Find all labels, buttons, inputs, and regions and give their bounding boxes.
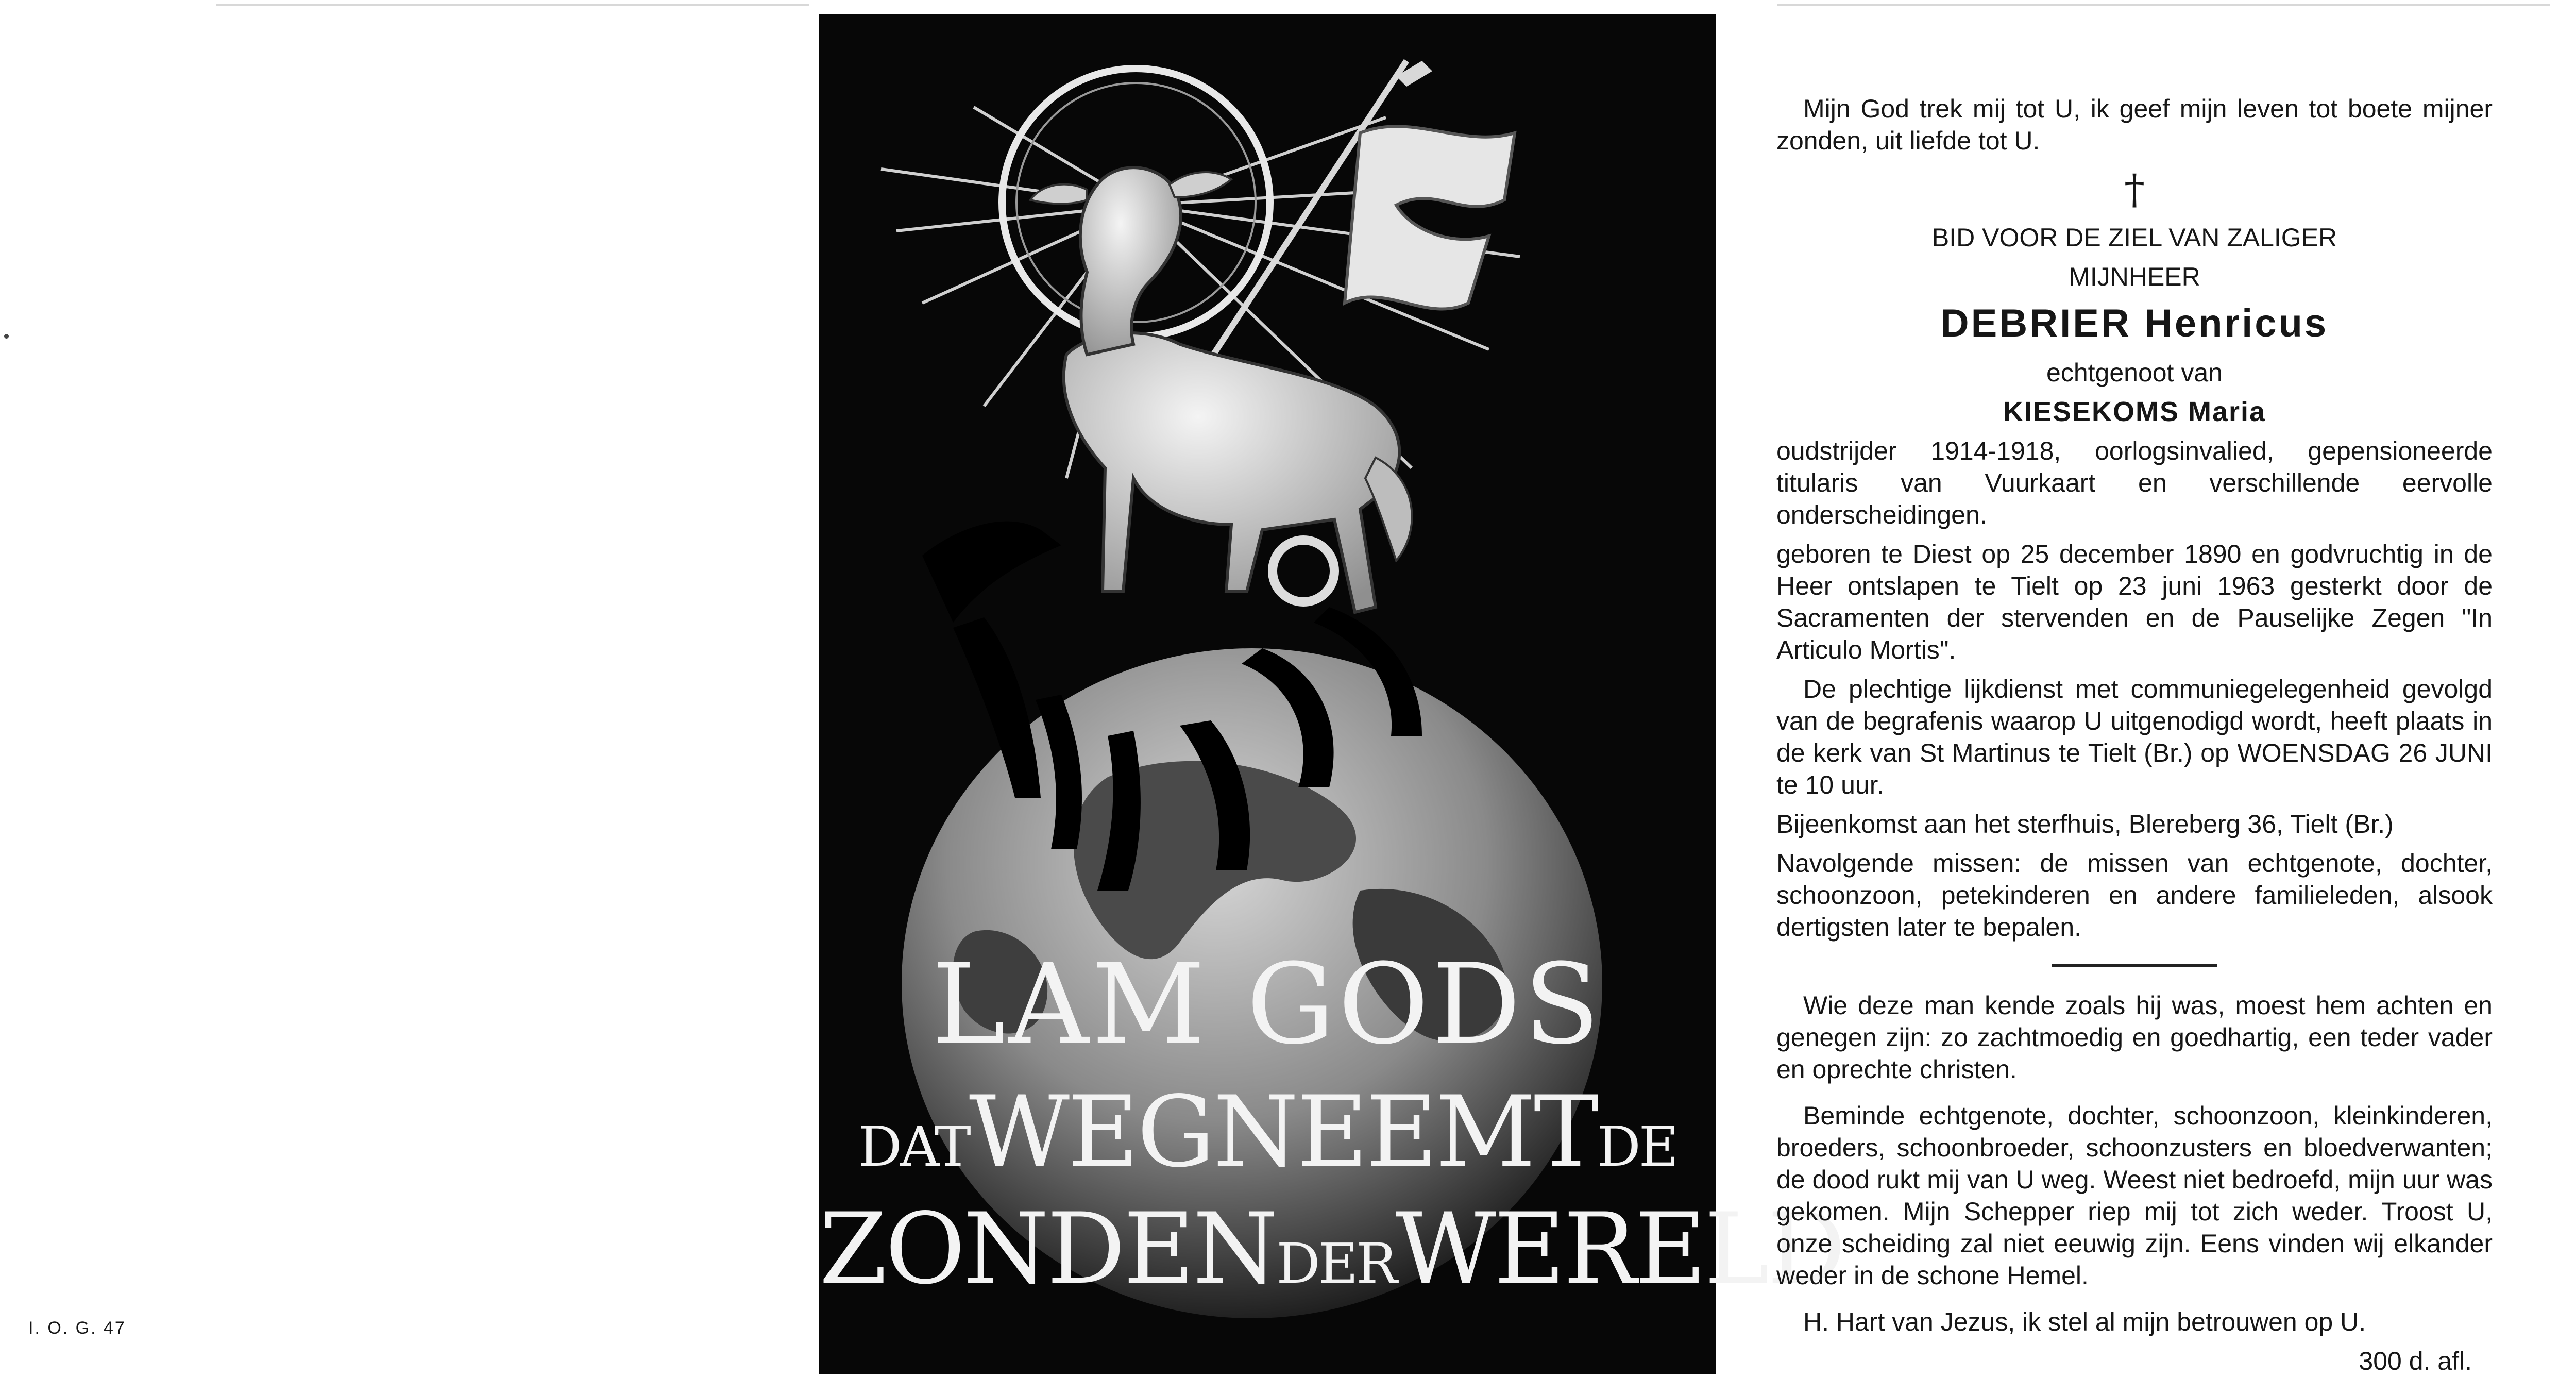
gathering-location: Bijeenkomst aan het sterfhuis, Blereberg 36, Tielt (Br.) [1776,810,2394,838]
deceased-surname: DEBRIER [1940,301,2131,345]
prayer-request: BID VOOR DE ZIEL VAN ZALIGER [1931,223,2337,252]
cover-panel [819,14,1844,1374]
honorific-title: MIJNHEER [2069,262,2200,291]
masses-note: Navolgende missen: de missen van echtgenote, dochter, schoonzoon, petekinderen en andere familieleden, alsook dertigsten later te bepalen. [1776,849,2493,942]
prayer-card-text [1776,93,2493,1377]
scan-edge-line [1777,4,2550,6]
opening-prayer: Mijn God trek mij tot U, ik geef mijn leven tot boete mijner zonden, uit liefde tot U. [1776,94,2493,155]
scan-speck [4,334,9,339]
cross-icon: † [2124,165,2145,213]
banner-flag [1345,126,1515,309]
funeral-details: De plechtige lijkdienst met communiegelegenheid gevolgd van de begrafenis waarop U uitgenodigd wordt, heeft plaats in de kerk van St Martinus te Tielt (Br.) op WOENSDAG 26 JUNI te 10 uur. [1776,675,2493,799]
catalog-code: I. O. G. 47 [28,1318,126,1338]
indulgence-note: 300 d. afl. [2359,1347,2472,1375]
scan-edge-line [216,4,809,6]
deceased-name [1776,298,2493,349]
cover-title-line2: DATWEGNEEMTDE [858,1075,1677,1189]
memorial-paragraph: Wie deze man kende zoals hij was, moest hem achten en genegen zijn: zo zachtmoedig en goedhartig, een teder vader en oprechte christen. [1776,991,2493,1084]
deceased-given-name: Henricus [2144,301,2329,345]
biography-service: oudstrijder 1914-1918, oorlogsinvalied, gepensioneerde titularis van Vuurkaart en verschillende eervolle onderscheidingen. [1776,436,2493,529]
farewell-paragraph: Beminde echtgenote, dochter, schoonzoon, kleinkinderen, broeders, schoonbroeder, schoonzusters en bloedverwanten; de dood rukt mij van U weg. Weest niet bedroefd, mijn uur was gekomen. Mijn Schepper riep mij tot zich weder. Troost U, onze scheiding zal niet eeuwig zijn. Eens vinden wij elkander weder in de schone Hemel. [1776,1101,2493,1290]
spouse-relation: echtgenoot van [2046,358,2223,387]
cover-title-line3: ZONDENDERWERELD [819,1192,1844,1306]
biography-birth-death: geboren te Diest op 25 december 1890 en godvruchtig in de Heer ontslapen te Tielt op 23 juni 1963 gesterkt door de Sacramenten der stervenden en de Pauselijke Zegen "In Articulo Mortis". [1776,540,2493,664]
closing-prayer: H. Hart van Jezus, ik stel al mijn betrouwen op U. [1803,1307,2366,1336]
cover-title-line1: LAM GODS [931,939,1603,1069]
spouse-name: KIESEKOMS Maria [2003,396,2266,427]
section-divider [2052,964,2217,967]
